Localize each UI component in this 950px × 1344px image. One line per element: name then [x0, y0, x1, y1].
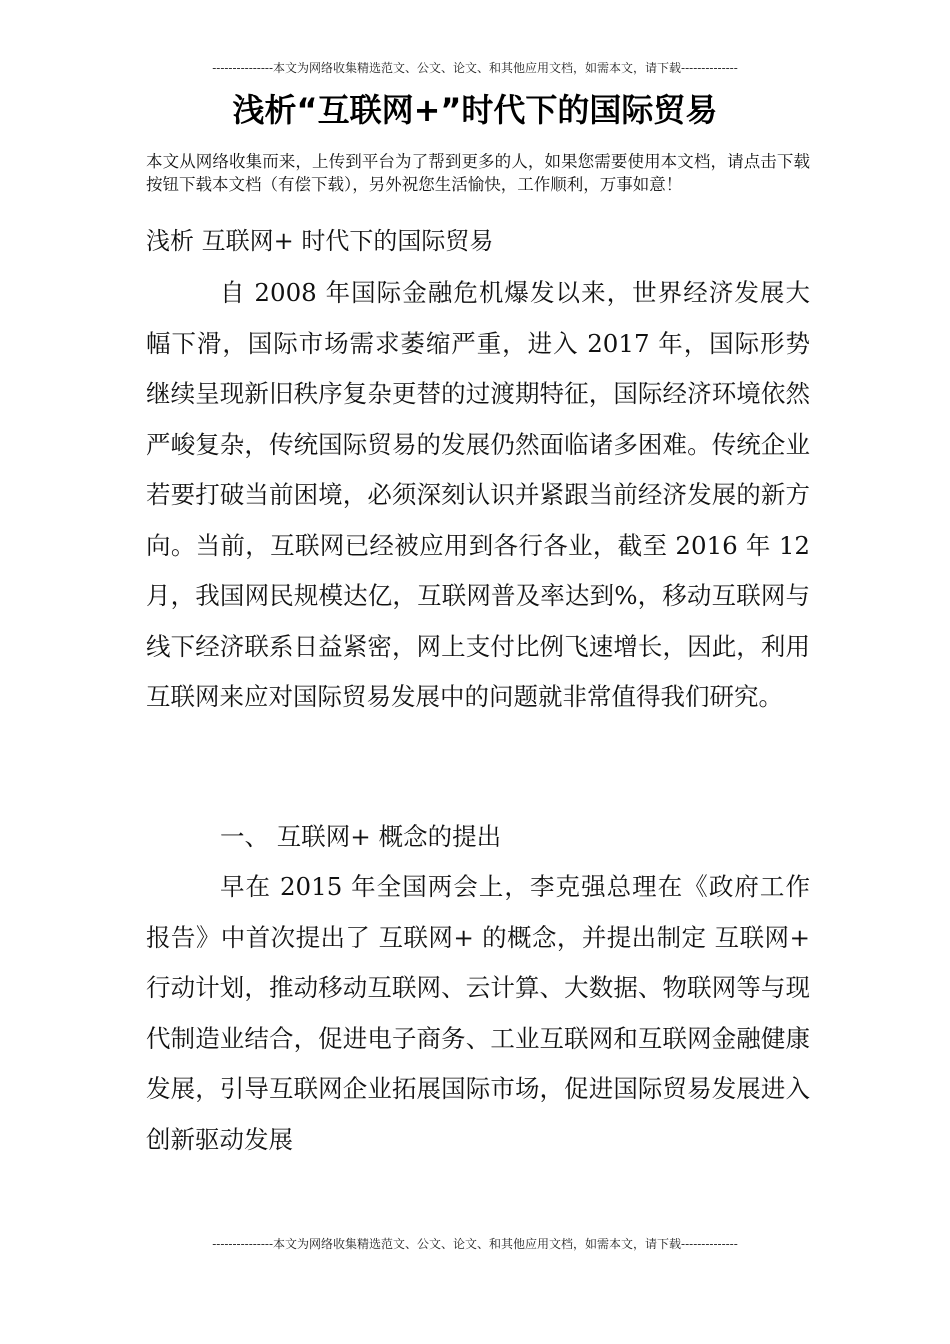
download-notice: 本文从网络收集而来，上传到平台为了帮到更多的人，如果您需要使用本文档，请点击下载按钮下载本文档（有偿下载），另外祝您生活愉快，工作顺利，万事如意！ — [146, 152, 810, 194]
section-heading: 一、 互联网+ 概念的提出 — [220, 822, 502, 851]
document-title: 浅析“互联网+”时代下的国际贸易 — [232, 91, 718, 129]
body-paragraph: 早在 2015 年全国两会上，李克强总理在《政府工作报告》中首次提出了 互联网+ 的概念，并提出制定 互联网+ 行动计划，推动移动互联网、云计算、大数据、物联网等与现代制造业结合，促进电子商务、工业互联网和互联网金融健康发展，引导互联网企业拓展国际市场，促进国际贸易发展进入创新驱动发展 — [146, 872, 810, 1154]
footer-banner: ---------------本文为网络收集精选范文、公文、论文、和其他应用文档，如需本文，请下载-------------- — [212, 1237, 738, 1251]
header-banner: ---------------本文为网络收集精选范文、公文、论文、和其他应用文档，如需本文，请下载-------------- — [212, 61, 738, 75]
article-subtitle: 浅析 互联网+ 时代下的国际贸易 — [146, 227, 494, 255]
body-paragraph: 自 2008 年国际金融危机爆发以来，世界经济发展大幅下滑，国际市场需求萎缩严重，进入 2017 年，国际形势继续呈现新旧秩序复杂更替的过渡期特征，国际经济环境依然严峻复杂，传统国际贸易的发展仍然面临诸多困难。传统企业若要打破当前困境，必须深刻认识并紧跟当前经济发展的新方向。当前，互联网已经被应用到各行各业，截至 2016 年 12 月，我国网民规模达亿，互联网普及率达到%，移动互联网与线下经济联系日益紧密，网上支付比例飞速增长，因此，利用互联网来应对国际贸易发展中的问题就非常值得我们研究。 — [146, 278, 810, 711]
